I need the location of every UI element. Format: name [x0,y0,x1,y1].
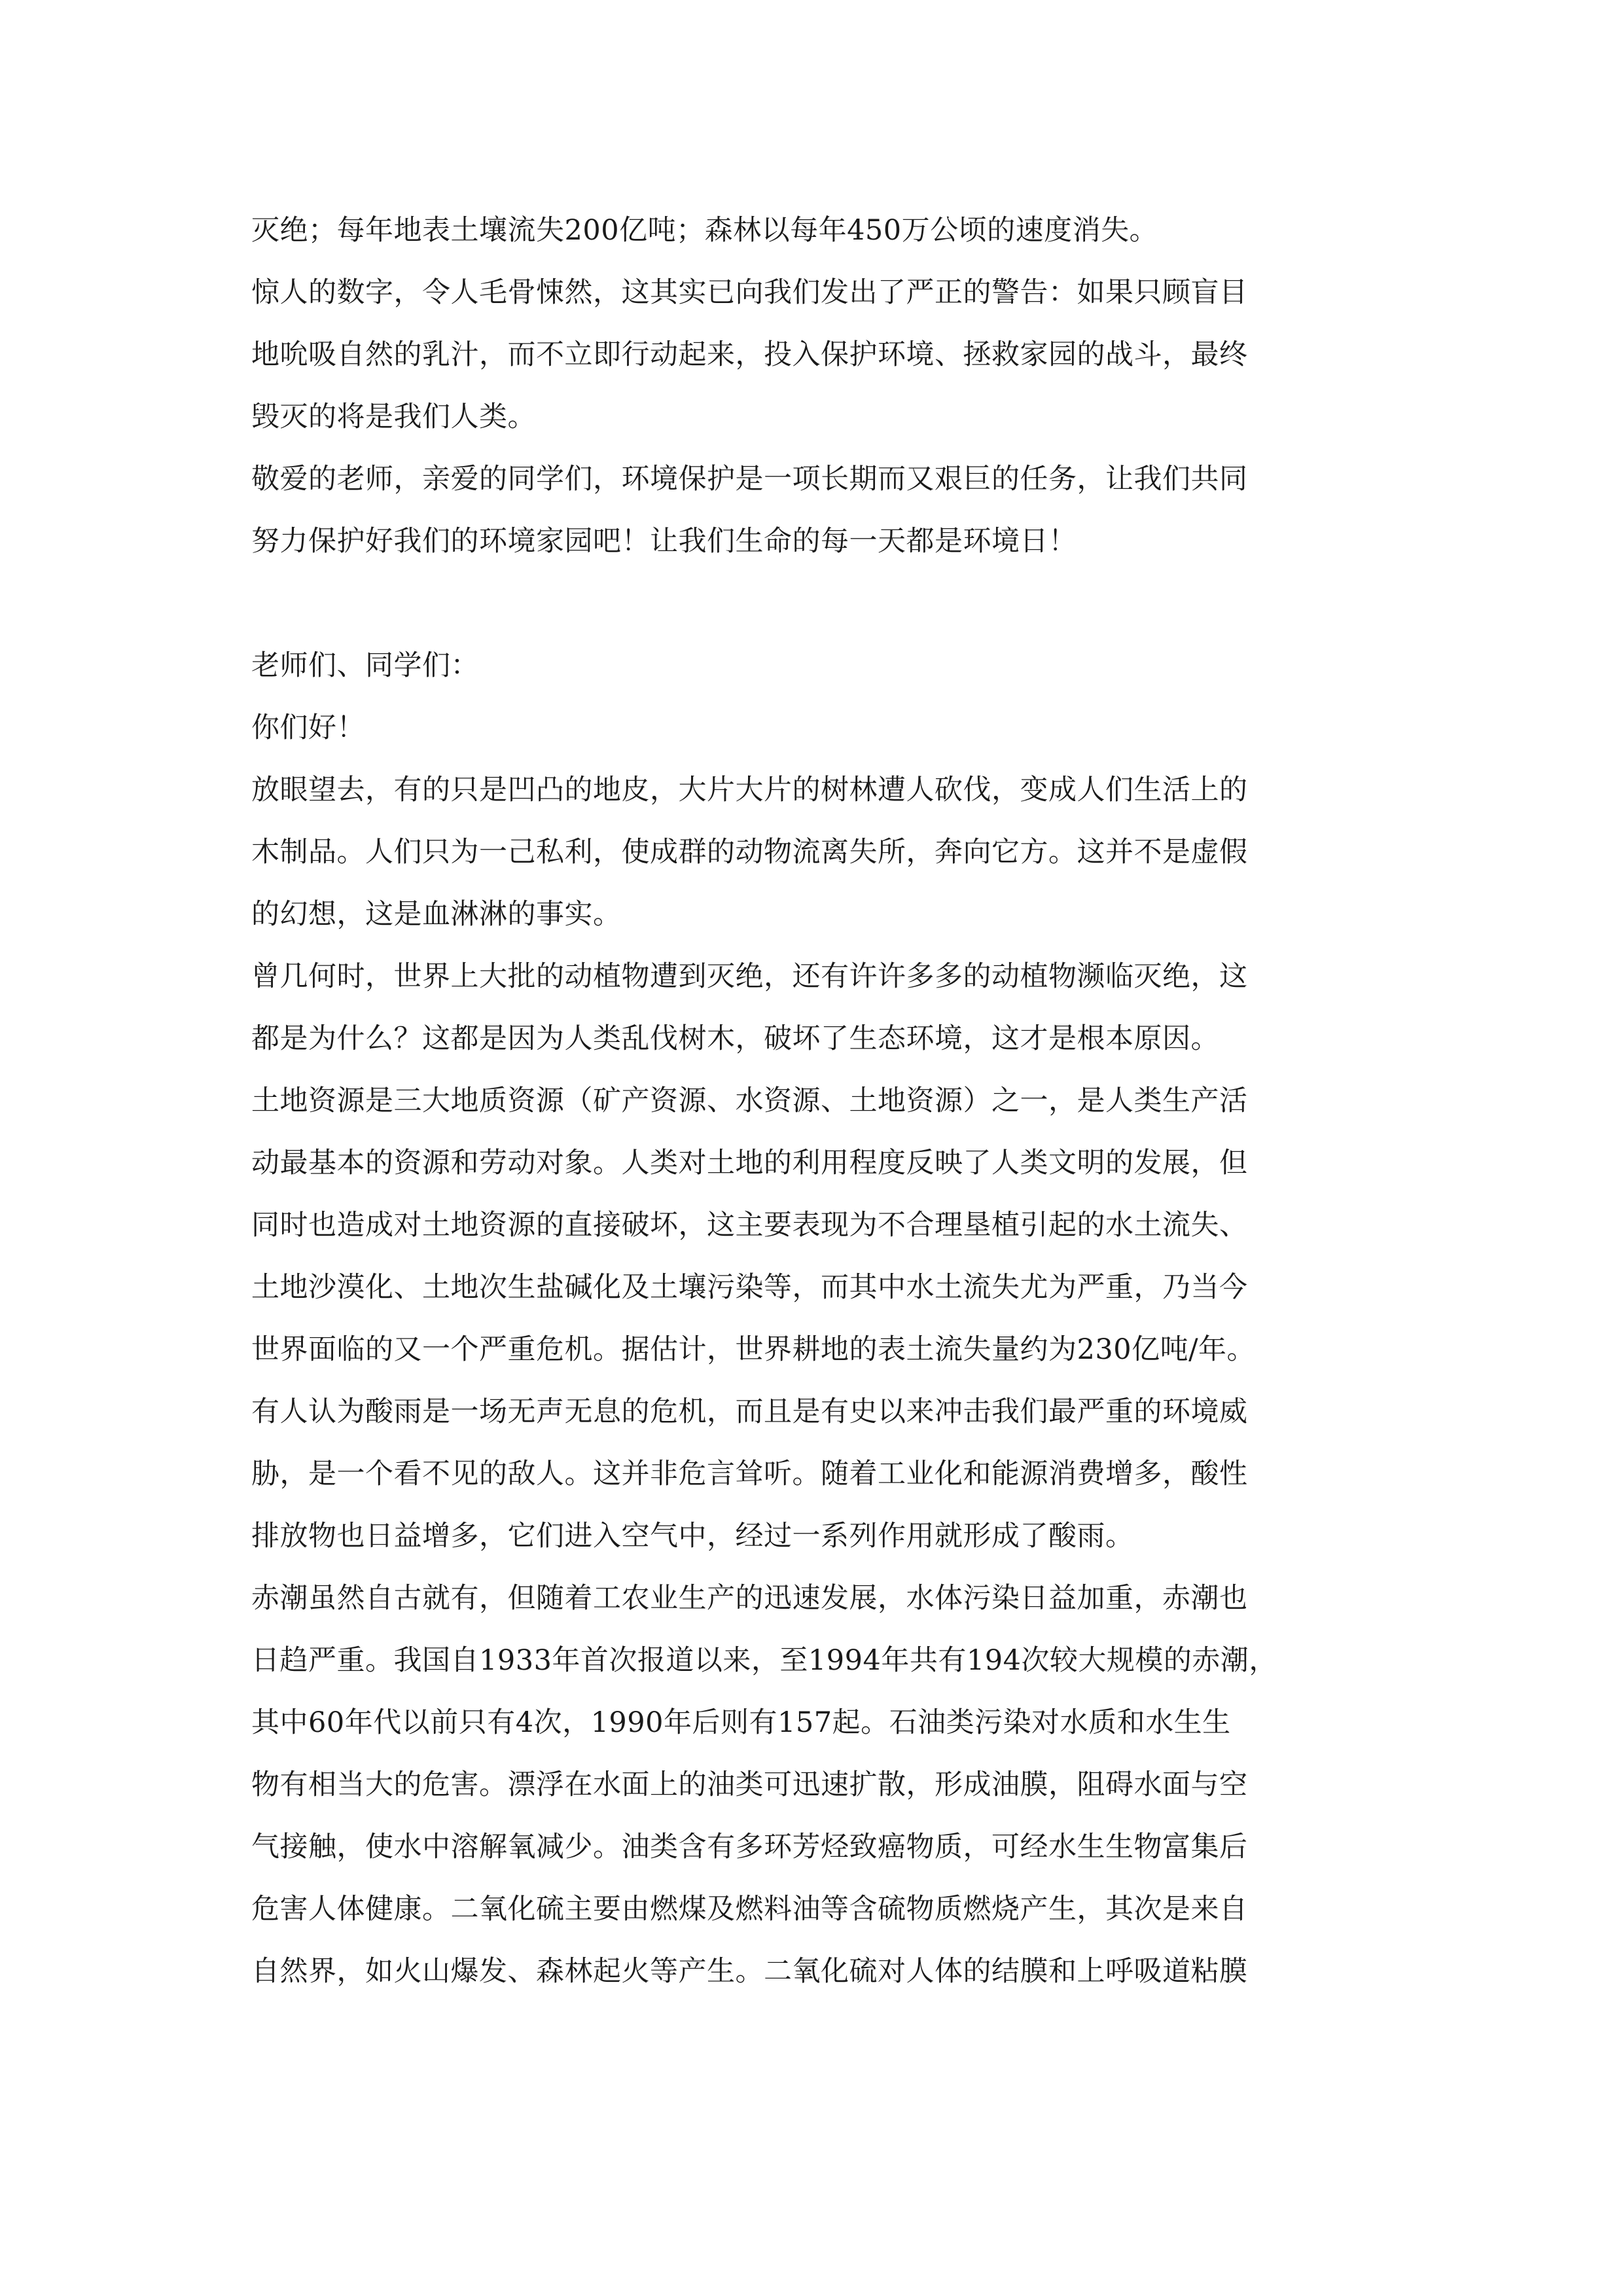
text-line: 同时也造成对土地资源的直接破坏，这主要表现为不合理垦植引起的水土流失、 [251,1209,1248,1242]
text-line: 土地沙漠化、土地次生盐碱化及土壤污染等，而其中水土流失尤为严重，乃当今 [251,1271,1248,1304]
text-line: 气接触，使水中溶解氧减少。油类含有多环芳烃致癌物质，可经水生生物富集后 [251,1831,1248,1863]
text-line: 危害人体健康。二氧化硫主要由燃煤及燃料油等含硫物质燃烧产生，其次是来自 [251,1893,1248,1926]
text-line: 木制品。人们只为一己私利，使成群的动物流离失所，奔向它方。这并不是虚假 [251,836,1248,869]
text-line: 其中60年代以前只有4次，1990年后则有157起。石油类污染对水质和水生生 [251,1706,1231,1739]
text-line: 胁，是一个看不见的敌人。这并非危言耸听。随着工业化和能源消费增多，酸性 [251,1458,1248,1490]
text-line: 都是为什么？这都是因为人类乱伐树木，破坏了生态环境，这才是根本原因。 [251,1022,1219,1055]
document-page [251,200,1377,2003]
text-line: 自然界，如火山爆发、森林起火等产生。二氧化硫对人体的结膜和上呼吸道粘膜 [251,1955,1248,1988]
text-line: 土地资源是三大地质资源（矿产资源、水资源、土地资源）之一，是人类生产活 [251,1085,1248,1117]
text-line: 敬爱的老师，亲爱的同学们，环境保护是一项长期而又艰巨的任务，让我们共同 [251,463,1248,495]
greeting: 你们好！ [251,711,365,744]
text-line: 的幻想，这是血淋淋的事实。 [251,898,622,931]
salutation: 老师们、同学们： [251,649,479,682]
closing-section [251,200,1377,573]
text-line: 努力保护好我们的环境家园吧！让我们生命的每一天都是环境日！ [251,525,1077,558]
text-line: 灭绝；每年地表土壤流失200亿吨；森林以每年450万公顷的速度消失。 [251,214,1158,247]
speech-section [251,635,1377,2003]
text-line: 排放物也日益增多，它们进入空气中，经过一系列作用就形成了酸雨。 [251,1520,1134,1552]
text-line: 日趋严重。我国自1933年首次报道以来，至1994年共有194次较大规模的赤潮， [251,1644,1277,1677]
text-line: 物有相当大的危害。漂浮在水面上的油类可迅速扩散，形成油膜，阻碍水面与空 [251,1768,1248,1801]
text-line: 赤潮虽然自古就有，但随着工农业生产的迅速发展，水体污染日益加重，赤潮也 [251,1582,1248,1615]
text-line: 地吮吸自然的乳汁，而不立即行动起来，投入保护环境、拯救家园的战斗，最终 [251,338,1248,371]
text-line: 曾几何时，世界上大批的动植物遭到灭绝，还有许许多多的动植物濒临灭绝，这 [251,960,1248,993]
text-line: 毁灭的将是我们人类。 [251,401,536,433]
text-line: 有人认为酸雨是一场无声无息的危机，而且是有史以来冲击我们最严重的环境威 [251,1395,1248,1428]
text-line: 动最基本的资源和劳动对象。人类对土地的利用程度反映了人类文明的发展，但 [251,1147,1248,1179]
text-line: 放眼望去，有的只是凹凸的地皮，大片大片的树林遭人砍伐，变成人们生活上的 [251,774,1248,806]
text-line: 世界面临的又一个严重危机。据估计，世界耕地的表土流失量约为230亿吨/年。 [251,1333,1256,1366]
text-line: 惊人的数字，令人毛骨悚然，这其实已向我们发出了严正的警告：如果只顾盲目 [251,276,1248,309]
